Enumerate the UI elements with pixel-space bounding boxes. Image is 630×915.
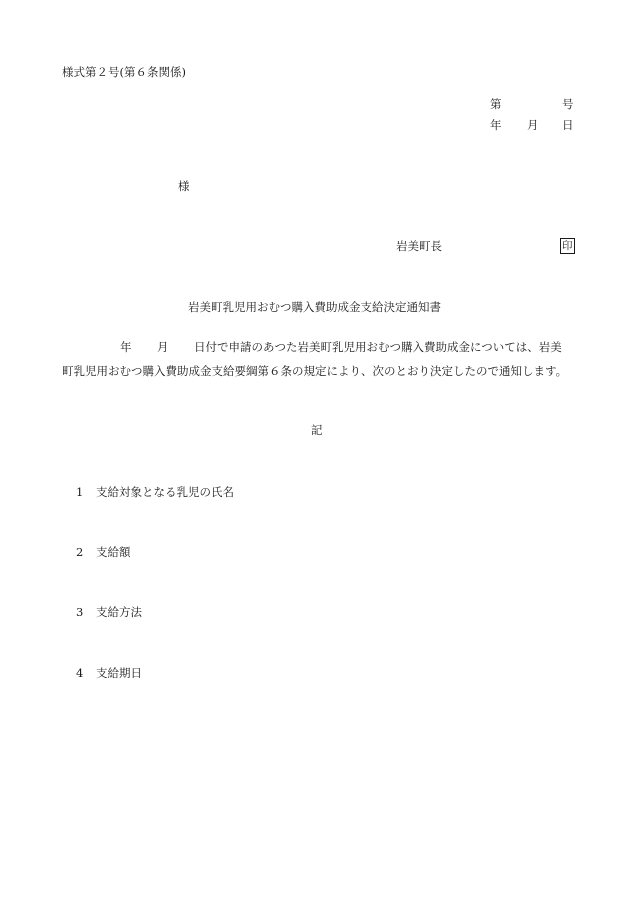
body-line-1-text: 日付で申請のあつた岩美町乳児用おむつ購入費助成金については、岩美 [194, 340, 562, 354]
list-item-label: 支給方法 [96, 605, 142, 619]
body-month-label: 月 [157, 340, 169, 354]
list-item-label: 支給額 [96, 545, 131, 559]
issuer-title: 岩美町長 [396, 239, 442, 253]
list-item-number: 1 [76, 485, 84, 499]
date-month-label: 月 [527, 118, 539, 132]
list-item [76, 607, 142, 619]
list-item-number: 3 [76, 605, 84, 619]
date-day-label: 日 [562, 118, 574, 132]
list-item-label: 支給対象となる乳児の氏名 [96, 485, 234, 499]
document-number-prefix: 第 [490, 97, 502, 111]
body-year-label: 年 [120, 340, 132, 354]
document-title: 岩美町乳児用おむつ購入費助成金支給決定通知書 [188, 300, 441, 314]
seal-mark: 印 [560, 238, 575, 254]
date-year-label: 年 [490, 118, 502, 132]
list-item-number: 4 [76, 666, 84, 680]
recipient-honorific: 様 [178, 179, 190, 193]
ki-heading: 記 [311, 423, 323, 437]
list-item [76, 668, 142, 680]
document-number-suffix: 号 [562, 97, 574, 111]
form-number: 様式第２号(第６条関係) [62, 65, 186, 79]
list-item [76, 487, 234, 499]
body-line-2: 町乳児用おむつ購入費助成金支給要綱第６条の規定により、次のとおり決定したので通知します。 [62, 364, 568, 378]
list-item-number: 2 [76, 545, 84, 559]
list-item-label: 支給期日 [96, 666, 142, 680]
list-item [76, 547, 131, 559]
